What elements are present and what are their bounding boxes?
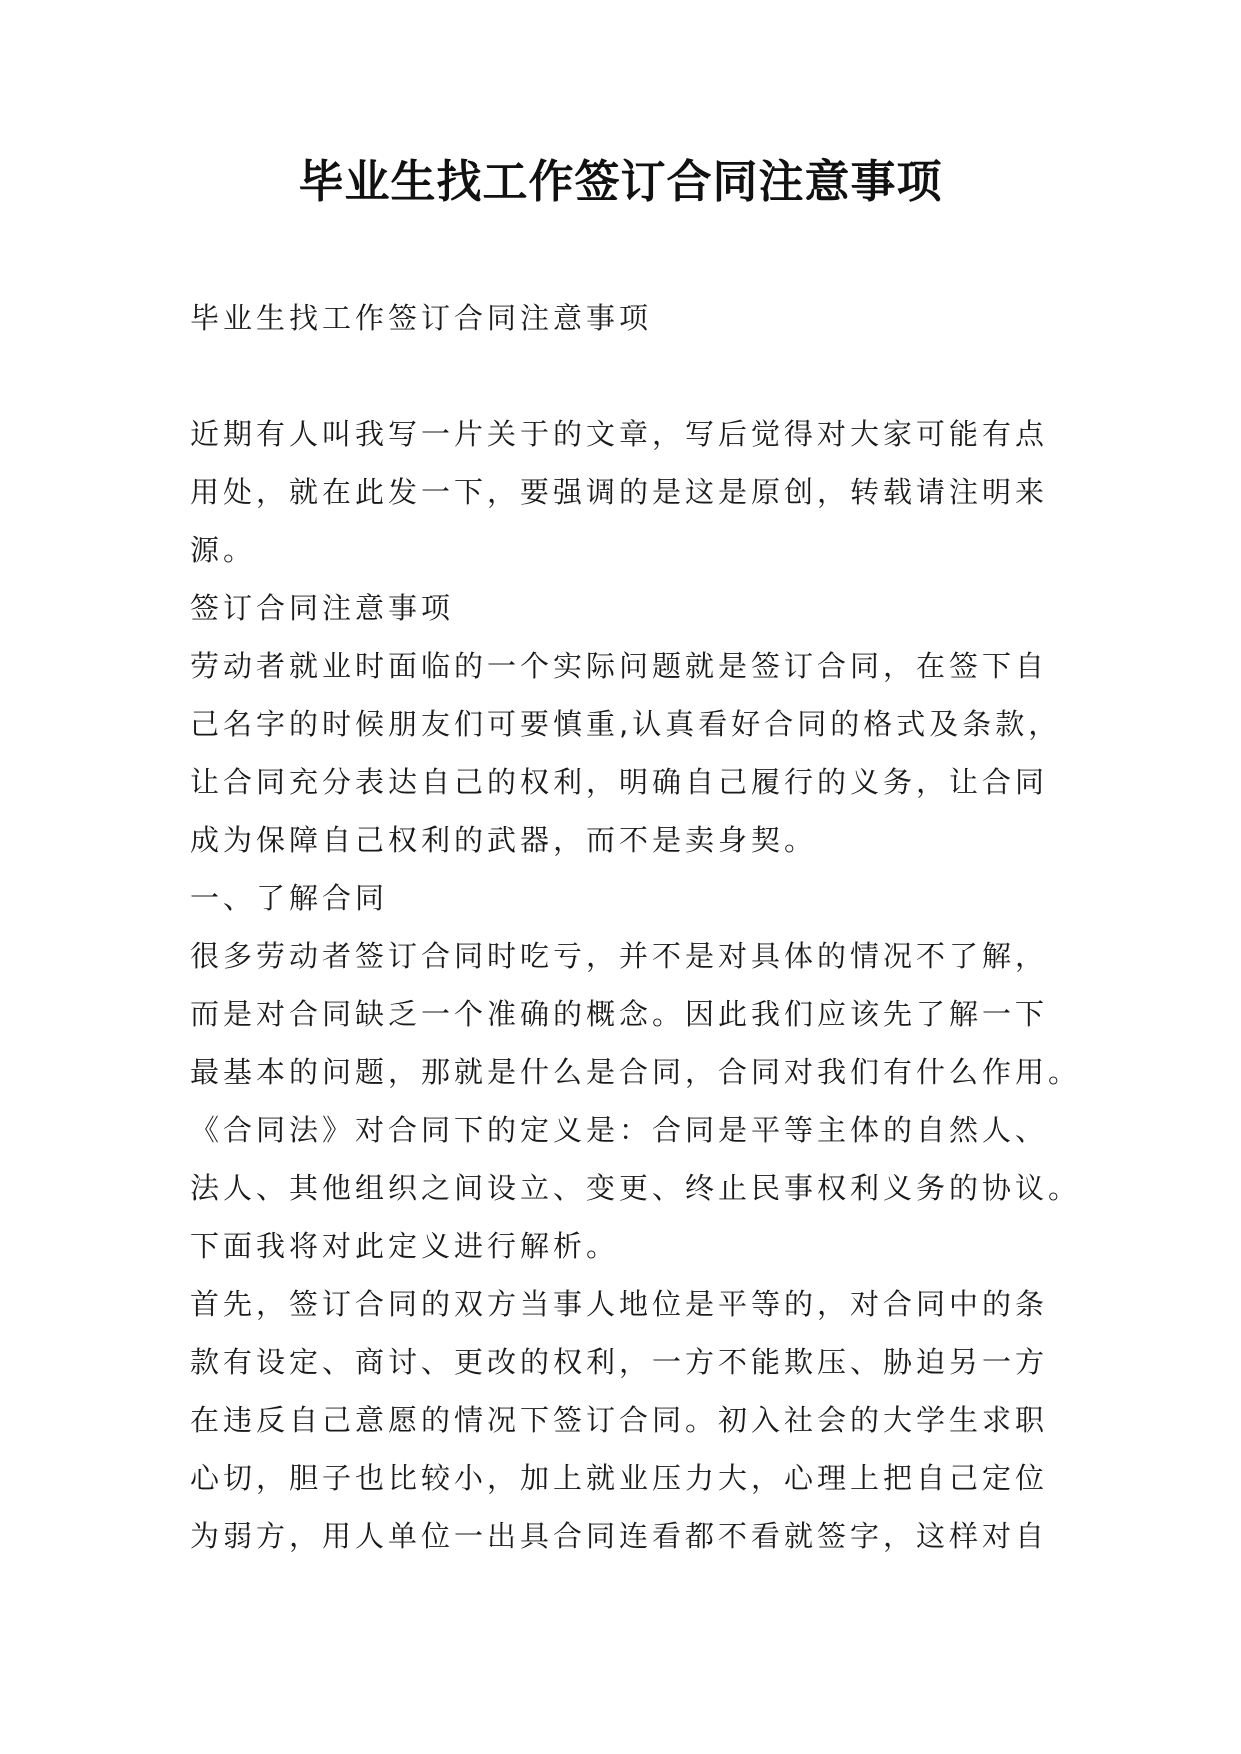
body-line: 下面我将对此定义进行解析。 (190, 1229, 620, 1263)
body-line: 劳动者就业时面临的一个实际问题就是签订合同，在签下自 (190, 649, 1049, 683)
body-line: 源。 (190, 533, 257, 567)
body-line: 最基本的问题，那就是什么是合同，合同对我们有什么作用。 (190, 1055, 1082, 1089)
body-line: 《合同法》对合同下的定义是：合同是平等主体的自然人、 (190, 1113, 1049, 1147)
blank-line (190, 347, 1070, 405)
document-body (190, 289, 1082, 1565)
section-heading: 一、了解合同 (190, 881, 389, 915)
body-line: 款有设定、商讨、更改的权利，一方不能欺压、胁迫另一方 (190, 1345, 1049, 1379)
body-line: 近期有人叫我写一片关于的文章，写后觉得对大家可能有点 (190, 417, 1049, 451)
body-line: 而是对合同缺乏一个准确的概念。因此我们应该先了解一下 (190, 997, 1049, 1031)
body-line: 用处，就在此发一下，要强调的是这是原创，转载请注明来 (190, 475, 1049, 509)
body-line: 很多劳动者签订合同时吃亏，并不是对具体的情况不了解， (190, 939, 1049, 973)
body-line: 心切，胆子也比较小，加上就业压力大，心理上把自己定位 (190, 1461, 1049, 1495)
body-line: 在违反自己意愿的情况下签订合同。初入社会的大学生求职 (190, 1403, 1049, 1437)
body-line: 法人、其他组织之间设立、变更、终止民事权利义务的协议。 (190, 1171, 1082, 1205)
body-line: 让合同充分表达自己的权利，明确自己履行的义务，让合同 (190, 765, 1049, 799)
body-line: 己名字的时候朋友们可要慎重,认真看好合同的格式及条款， (190, 707, 1062, 741)
document-title: 毕业生找工作签订合同注意事项 (298, 155, 943, 208)
section-heading: 签订合同注意事项 (190, 591, 455, 625)
body-line: 首先，签订合同的双方当事人地位是平等的，对合同中的条 (190, 1287, 1049, 1321)
body-line: 为弱方，用人单位一出具合同连看都不看就签字，这样对自 (190, 1519, 1049, 1553)
body-line: 毕业生找工作签订合同注意事项 (190, 301, 653, 335)
body-line: 成为保障自己权利的武器，而不是卖身契。 (190, 823, 818, 857)
